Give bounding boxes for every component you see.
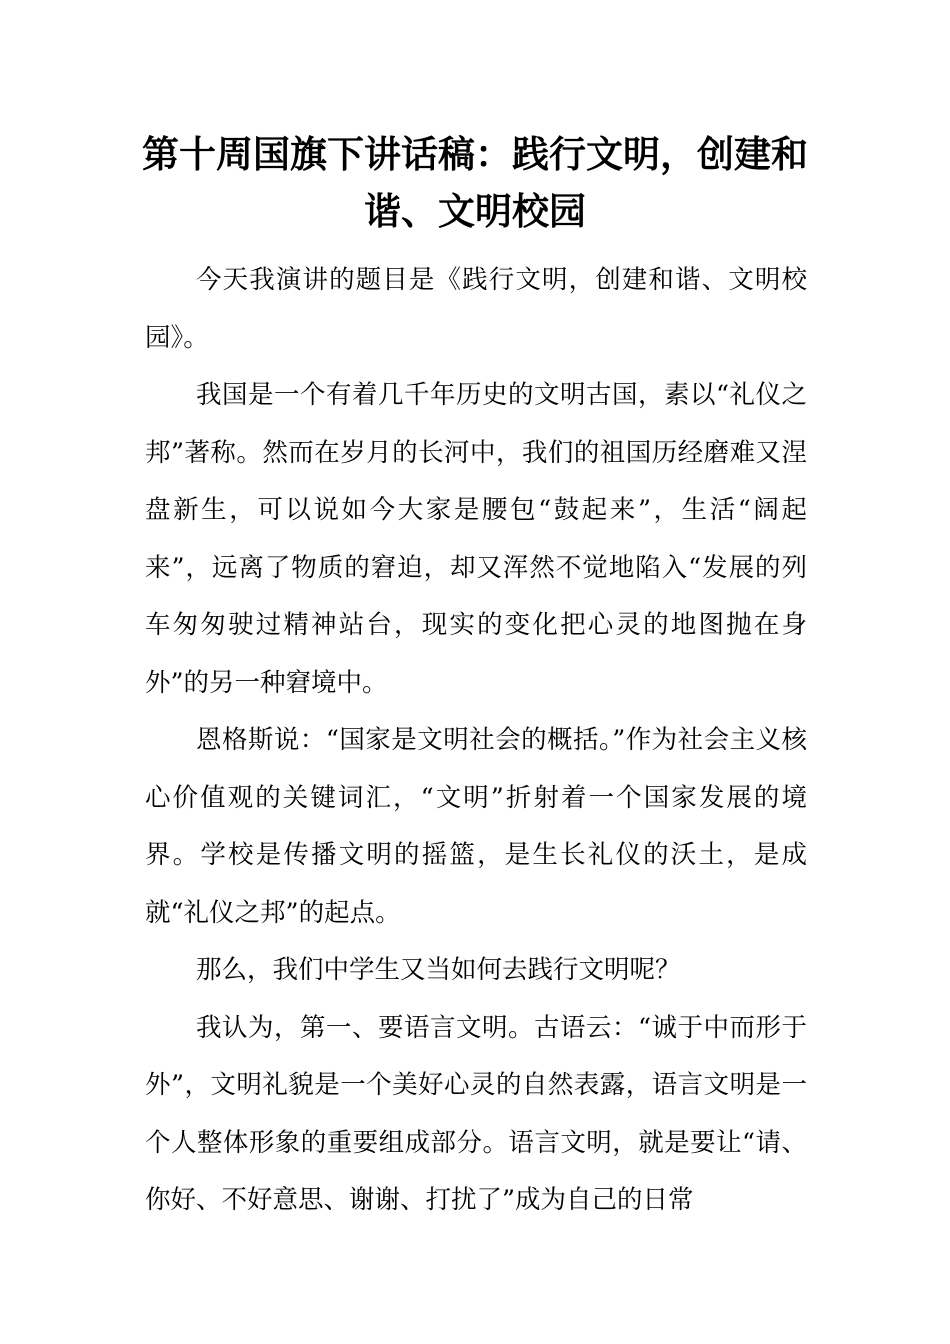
document-title: 第十周国旗下讲话稿：践行文明，创建和谐、文明校园 bbox=[142, 133, 808, 233]
paragraph-question: 那么，我们中学生又当如何去践行文明呢？ bbox=[196, 955, 681, 985]
paragraph-language-civility: 我认为，第一、要语言文明。古语云：“诚于中而形于外”，文明礼貌是一个美好心灵的自然表露，语言文明是一个人整体形象的重要组成部分。语言文明，就是要让“请、你好、不好意思、谢谢、打扰了”成为自己的日常 bbox=[145, 1012, 807, 1215]
paragraph-engels-quote: 恩格斯说：“国家是文明社会的概括。”作为社会主义核心价值观的关键词汇，“文明”折射着一个国家发展的境界。学校是传播文明的摇篮，是生长礼仪的沃土，是成就“礼仪之邦”的起点。 bbox=[145, 725, 807, 928]
document-body bbox=[145, 252, 807, 1230]
paragraph-history: 我国是一个有着几千年历史的文明古国，素以“礼仪之邦”著称。然而在岁月的长河中，我们的祖国历经磨难又涅盘新生，可以说如今大家是腰包“鼓起来”，生活“阔起来”，远离了物质的窘迫，却又浑然不觉地陷入“发展的列车匆匆驶过精神站台，现实的变化把心灵的地图抛在身外”的另一种窘境中。 bbox=[145, 380, 807, 698]
paragraph-topic: 今天我演讲的题目是《践行文明，创建和谐、文明校园》。 bbox=[145, 265, 807, 353]
